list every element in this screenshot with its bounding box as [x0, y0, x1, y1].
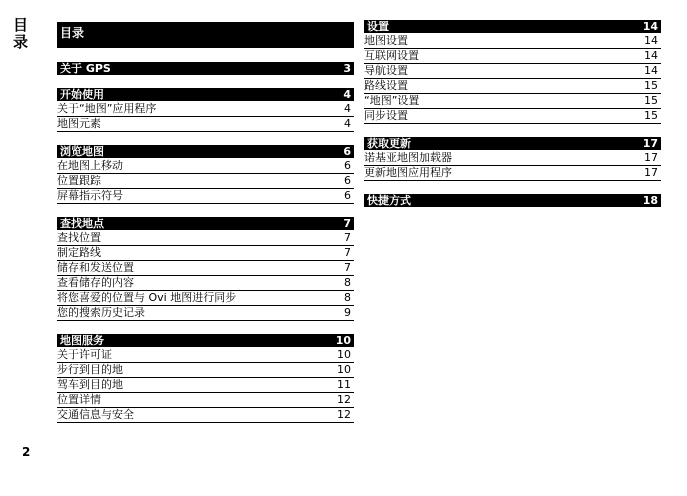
- toc-entry-label: 关于许可证: [57, 348, 112, 361]
- toc-section: [364, 20, 661, 124]
- toc-section-page: 18: [642, 194, 658, 207]
- toc-section-page: 6: [343, 145, 351, 158]
- toc-entry-label: 同步设置: [364, 109, 408, 122]
- toc-entry-label: 在地图上移动: [57, 159, 123, 172]
- toc-entry[interactable]: [57, 246, 354, 261]
- toc-entry[interactable]: [364, 79, 661, 94]
- toc-section: [57, 145, 354, 204]
- toc-entry-label: 步行到目的地: [57, 363, 123, 376]
- toc-entry[interactable]: [364, 64, 661, 79]
- toc-section: [364, 194, 661, 207]
- toc-entry-page: 17: [644, 151, 658, 164]
- toc-section-heading[interactable]: [57, 145, 354, 158]
- toc-entry[interactable]: [57, 408, 354, 423]
- toc-section-title: 获取更新: [367, 137, 411, 150]
- toc-left-column: [57, 62, 354, 436]
- toc-section-title: 浏览地图: [60, 145, 104, 158]
- toc-section: [57, 334, 354, 423]
- toc-entry[interactable]: [57, 378, 354, 393]
- toc-section-title: 关于 GPS: [60, 62, 111, 75]
- toc-entry-page: 7: [344, 261, 351, 274]
- toc-entry[interactable]: [57, 276, 354, 291]
- toc-section-title: 地图服务: [60, 334, 104, 347]
- toc-entry-page: 15: [644, 94, 658, 107]
- toc-entry-label: 储存和发送位置: [57, 261, 134, 274]
- toc-entry[interactable]: [364, 151, 661, 166]
- toc-section: [57, 88, 354, 132]
- toc-entry-label: 位置详情: [57, 393, 101, 406]
- side-chapter-title: 目录: [11, 17, 29, 51]
- toc-title-bar: [57, 22, 354, 48]
- toc-section-page: 7: [343, 217, 351, 230]
- toc-section: [57, 62, 354, 75]
- toc-entry[interactable]: [364, 109, 661, 124]
- toc-entry-page: 11: [337, 378, 351, 391]
- toc-section-heading[interactable]: [364, 20, 661, 33]
- toc-entry[interactable]: [57, 231, 354, 246]
- toc-entry-page: 15: [644, 109, 658, 122]
- toc-entry[interactable]: [364, 94, 661, 109]
- toc-entry-page: 6: [344, 159, 351, 172]
- toc-entry-page: 4: [344, 117, 351, 130]
- toc-entry-label: 将您喜爱的位置与 Ovi 地图进行同步: [57, 291, 237, 304]
- toc-section-heading[interactable]: [57, 88, 354, 101]
- toc-entry[interactable]: [364, 49, 661, 64]
- toc-entry-page: 12: [337, 408, 351, 421]
- toc-section: [57, 217, 354, 321]
- toc-entry-page: 7: [344, 246, 351, 259]
- toc-section-heading[interactable]: [57, 334, 354, 347]
- toc-entry[interactable]: [57, 117, 354, 132]
- toc-entry-label: 交通信息与安全: [57, 408, 134, 421]
- toc-section-heading[interactable]: [57, 217, 354, 230]
- toc-entry-label: 查看储存的内容: [57, 276, 134, 289]
- toc-entry[interactable]: [57, 174, 354, 189]
- toc-entry[interactable]: [57, 393, 354, 408]
- toc-entry-page: 6: [344, 189, 351, 202]
- toc-entry[interactable]: [57, 348, 354, 363]
- toc-entry-page: 10: [337, 348, 351, 361]
- toc-entry-label: 路线设置: [364, 79, 408, 92]
- toc-entry-label: 地图元素: [57, 117, 101, 130]
- toc-entry-page: 8: [344, 291, 351, 304]
- toc-section-page: 4: [343, 88, 351, 101]
- toc-entry-page: 6: [344, 174, 351, 187]
- page-number: 2: [22, 445, 31, 459]
- toc-section-heading[interactable]: [364, 194, 661, 207]
- toc-entry-label: 驾车到目的地: [57, 378, 123, 391]
- toc-entry-page: 4: [344, 102, 351, 115]
- toc-entry-label: 诺基亚地图加载器: [364, 151, 452, 164]
- toc-entry-label: 互联网设置: [364, 49, 419, 62]
- toc-section-title: 设置: [367, 20, 389, 33]
- toc-entry-page: 9: [344, 306, 351, 319]
- toc-entry-label: 地图设置: [364, 34, 408, 47]
- toc-section-page: 3: [343, 62, 351, 75]
- toc-section-title: 快捷方式: [367, 194, 411, 207]
- toc-entry[interactable]: [57, 291, 354, 306]
- toc-section-heading[interactable]: [57, 62, 354, 75]
- toc-entry-label: 制定路线: [57, 246, 101, 259]
- toc-entry[interactable]: [57, 363, 354, 378]
- toc-entry-page: 12: [337, 393, 351, 406]
- toc-entry-label: 位置跟踪: [57, 174, 101, 187]
- toc-entry-label: 更新地图应用程序: [364, 166, 452, 179]
- toc-entry-label: 关于“地图”应用程序: [57, 102, 157, 115]
- toc-entry[interactable]: [57, 102, 354, 117]
- toc-entry[interactable]: [364, 166, 661, 181]
- toc-entry-page: 15: [644, 79, 658, 92]
- toc-entry[interactable]: [364, 34, 661, 49]
- toc-entry[interactable]: [57, 189, 354, 204]
- toc-section: [364, 137, 661, 181]
- toc-entry-page: 17: [644, 166, 658, 179]
- toc-entry-page: 10: [337, 363, 351, 376]
- toc-entry-label: 查找位置: [57, 231, 101, 244]
- toc-entry-page: 14: [644, 34, 658, 47]
- toc-right-column: [364, 20, 661, 220]
- toc-entry-page: 14: [644, 49, 658, 62]
- toc-section-page: 14: [642, 20, 658, 33]
- toc-entry[interactable]: [57, 306, 354, 321]
- toc-entry-page: 8: [344, 276, 351, 289]
- toc-entry-page: 7: [344, 231, 351, 244]
- toc-title: 目录: [60, 26, 85, 40]
- toc-entry-label: “地图”设置: [364, 94, 420, 107]
- toc-entry-label: 屏幕指示符号: [57, 189, 123, 202]
- toc-section-page: 17: [642, 137, 658, 150]
- toc-entry-label: 导航设置: [364, 64, 408, 77]
- toc-section-heading[interactable]: [364, 137, 661, 150]
- toc-entry[interactable]: [57, 159, 354, 174]
- toc-entry-page: 14: [644, 64, 658, 77]
- toc-entry[interactable]: [57, 261, 354, 276]
- toc-section-title: 开始使用: [60, 88, 104, 101]
- toc-entry-label: 您的搜索历史记录: [57, 306, 145, 319]
- toc-section-title: 查找地点: [60, 217, 104, 230]
- toc-section-page: 10: [335, 334, 351, 347]
